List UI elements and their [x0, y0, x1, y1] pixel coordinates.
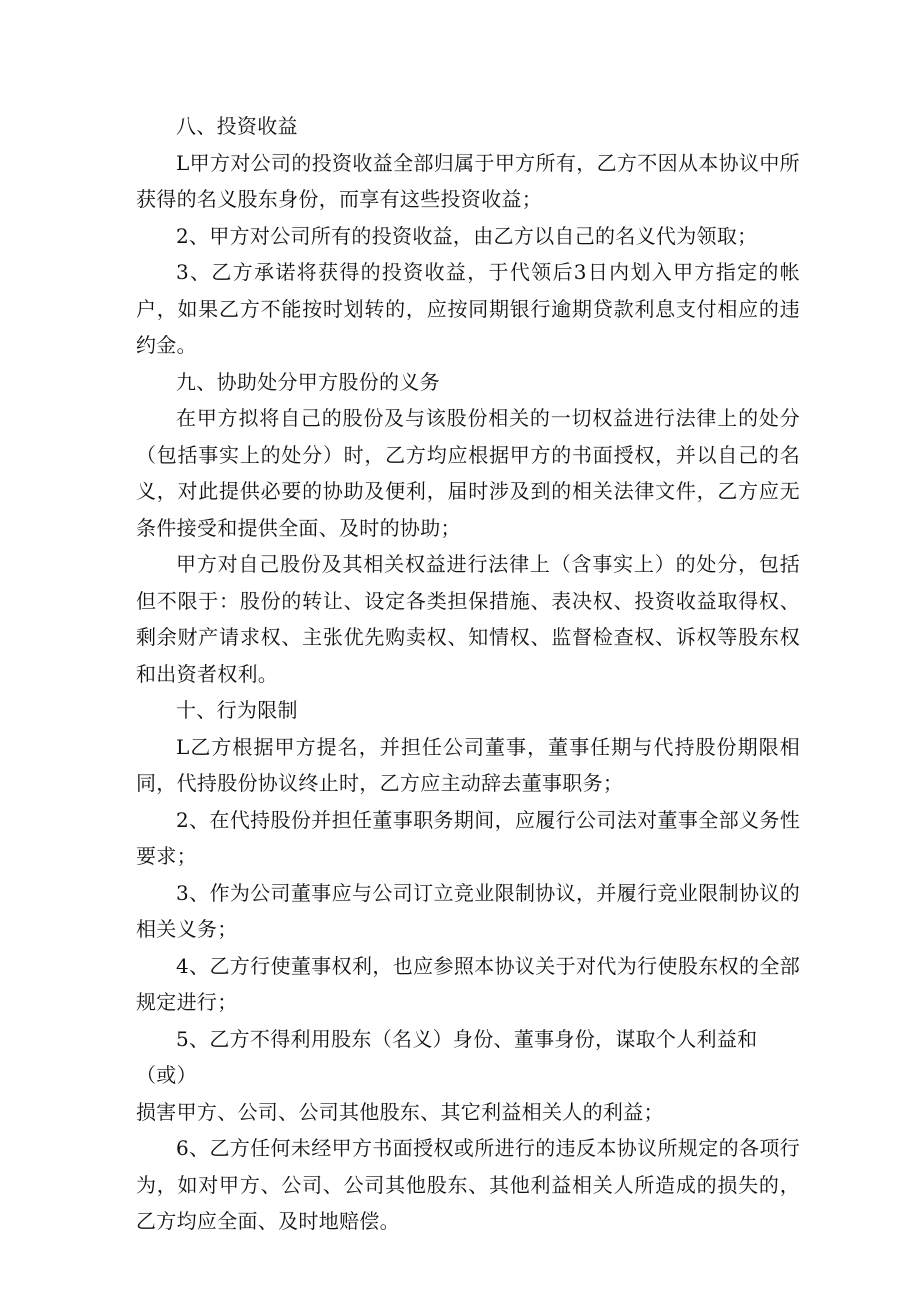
- clause-10-5-line-3: 损害甲方、公司、公司其他股东、其它利益相关人的利益；: [136, 1099, 664, 1124]
- clause-9-1: 在甲方拟将自己的股份及与该股份相关的一切权益进行法律上的处分（包括事实上的处分）时，乙方均应根据甲方的书面授权，并以自己的名义，对此提供必要的协助及便利，届时涉及到的相关法律文件，乙方应无条件接受和提供全面、及时的协助；: [136, 406, 800, 540]
- clause-10-2: 2、在代持股份并担任董事职务期间，应履行公司法对董事全部义务性要求；: [136, 807, 800, 868]
- clause-8-1: L甲方对公司的投资收益全部归属于甲方所有，乙方不因从本协议中所获得的名义股东身份，而享有这些投资收益；: [136, 150, 800, 211]
- clause-9-2: 甲方对自己股份及其相关权益进行法律上（含事实上）的处分，包括但不限于：股份的转让、设定各类担保措施、表决权、投资收益取得权、剩余财产请求权、主张优先购卖权、知情权、监督检查权、诉权等股东权和出资者权利。: [136, 552, 800, 686]
- section-heading-conduct-restrictions: 十、行为限制: [176, 698, 298, 722]
- section-heading-investment-returns: 八、投资收益: [176, 114, 298, 138]
- section-heading-assist-disposal: 九、协助处分甲方股份的义务: [176, 369, 440, 394]
- clause-10-5-line-2: （或）: [136, 1063, 197, 1087]
- clause-10-1: L乙方根据甲方提名，并担任公司董事，董事任期与代持股份期限相同，代持股份协议终止时，乙方应主动辞去董事职务；: [136, 734, 800, 795]
- clause-8-3: 3、乙方承诺将获得的投资收益，于代领后3日内划入甲方指定的帐户，如果乙方不能按时划转的，应按同期银行逾期贷款利息支付相应的违约金。: [136, 260, 800, 357]
- document-page: [136, 108, 800, 1240]
- clause-10-4: 4、乙方行使董事权利，也应参照本协议关于对代为行使股东权的全部规定进行；: [136, 953, 800, 1014]
- clause-10-3: 3、作为公司董事应与公司订立竞业限制协议，并履行竞业限制协议的相关义务；: [136, 880, 800, 941]
- clause-8-2: 2、甲方对公司所有的投资收益，由乙方以自己的名义代为领取；: [176, 223, 758, 248]
- clause-10-5-line-1: 5、乙方不得利用股东（名义）身份、董事身份，谋取个人利益和: [176, 1026, 758, 1051]
- clause-10-6: 6、乙方任何未经甲方书面授权或所进行的违反本协议所规定的各项行为，如对甲方、公司、公司其他股东、其他利益相关人所造成的损失的，乙方均应全面、及时地赔偿。: [136, 1136, 800, 1233]
